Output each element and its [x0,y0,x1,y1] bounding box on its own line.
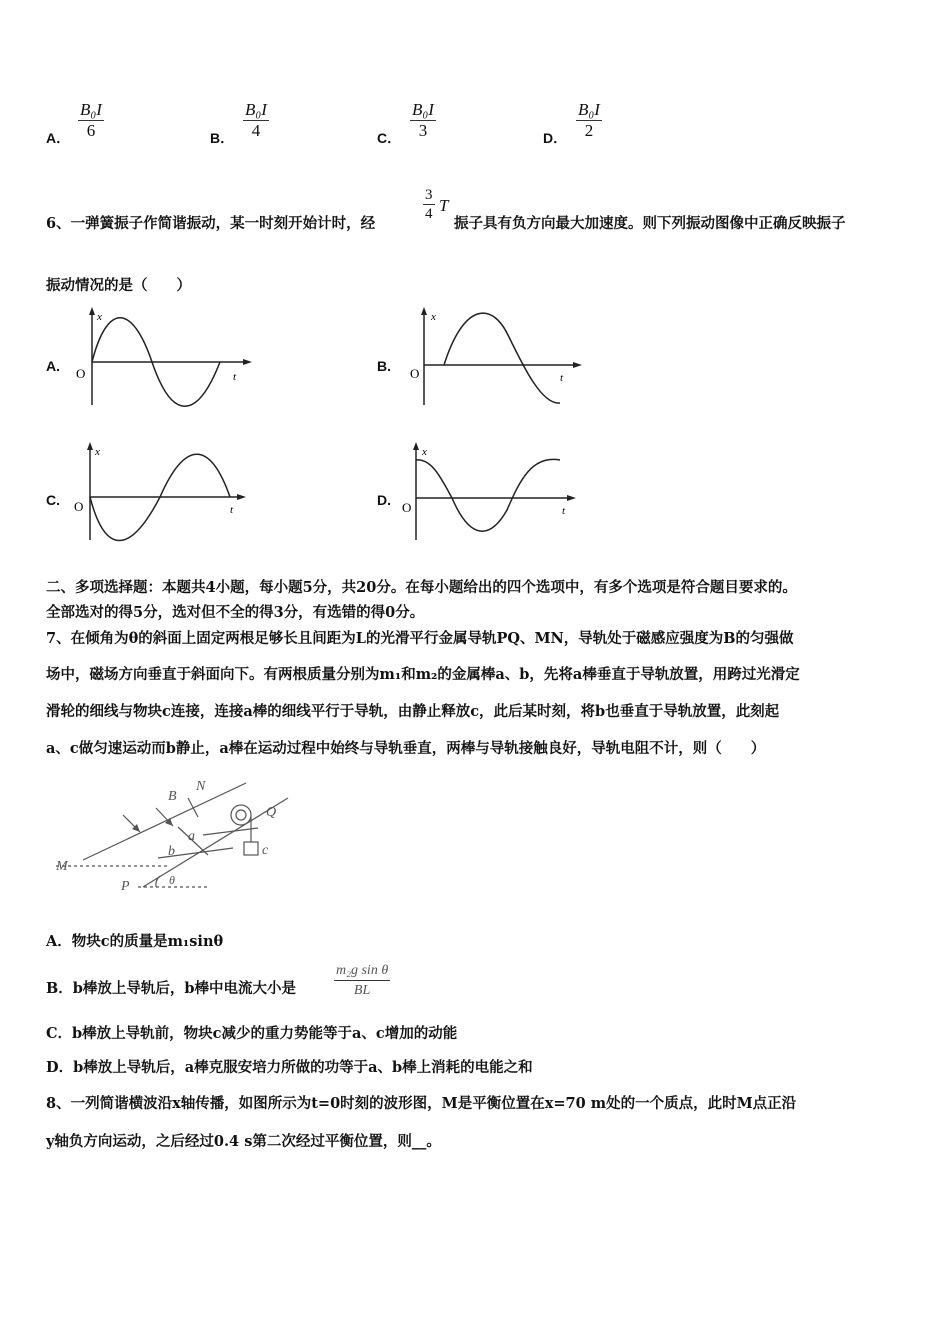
q6-stem-fraction [423,186,435,223]
rail-mn [83,783,246,860]
q7-option-b-fraction [334,961,390,1000]
graph-b-x-arrow [573,362,582,368]
q5-option-d-numerator: B₀I [578,100,600,119]
graph-b-x-label: x [431,311,436,323]
q7-line3: 滑轮的细线与物块c连接，连接a棒的细线平行于导轨，由静止释放c，此后某时刻，将b也垂直于导轨放置，此刻起 [46,703,780,720]
q5-option-c-numerator: B₀I [412,100,434,119]
label-b-field: B [168,789,177,804]
q7-option-a: A．物块c的质量是m₁sinθ [46,933,224,950]
q5-option-a-fraction [78,100,104,141]
q6-graph-a [70,305,260,410]
q6-stem-part1: 6、一弹簧振子作简谐振动，某一时刻开始计时，经 [46,215,376,232]
graph-d-x-arrow [567,495,576,501]
q6-stem-part2: 振子具有负方向最大加速度。则下列振动图像中正确反映振子 [454,215,846,232]
q5-option-b-label: B． [210,130,235,146]
q6-fraction-variable: T [439,196,449,215]
label-m: M [56,859,68,874]
q5-option-c-fraction [410,100,436,141]
graph-c-x-arrow [237,494,246,500]
q6-graph-c-label: C. [46,492,60,508]
q5-option-d-label: D． [543,130,568,146]
graph-b-y-arrow [421,307,427,315]
label-a: a [188,829,195,844]
section2-line1: 二、多项选择题：本题共4小题，每小题5分，共20分。在每小题给出的四个选项中，有多个选项是符合题目要求的。 [46,579,797,596]
q7-option-d: D．b棒放上导轨后，a棒克服安培力所做的功等于a、b棒上消耗的电能之和 [46,1059,533,1076]
graph-d-x-label: x [422,446,427,458]
q7-option-b-numerator: m₂g sin θ [334,961,390,981]
q5-option-c-denominator: 3 [418,121,428,140]
graph-d-curve [416,459,560,531]
q6-fraction-numerator: 3 [425,187,433,203]
graph-c-y-arrow [87,442,93,450]
label-q: Q [266,805,277,820]
graph-d-origin: O [402,500,412,515]
q7-incline-figure [48,770,298,895]
pulley-inner [236,810,246,820]
graph-b-origin: O [410,366,420,381]
q5-option-b-fraction [243,100,269,141]
q7-line1: 7、在倾角为θ的斜面上固定两根足够长且间距为L的光滑平行金属导轨PQ、MN，导轨处于磁感应强度为B的匀强做 [46,630,794,647]
q7-option-c: C．b棒放上导轨前，物块c减少的重力势能等于a、c增加的动能 [46,1025,458,1042]
graph-c-t-label: t [230,504,234,516]
q7-option-b-text: B．b棒放上导轨后，b棒中电流大小是 [46,980,297,997]
q5-option-c-label: C． [377,130,402,146]
q5-option-d-denominator: 2 [584,121,594,140]
label-theta: θ [169,873,175,887]
q6-graph-c [70,440,260,545]
section2-line2: 全部选对的得5分，选对但不全的得3分，有选错的得0分。 [46,604,425,621]
label-n: N [196,779,206,794]
pulley-outer [231,805,251,825]
q6-graph-b [402,305,592,410]
graph-d-t-label: t [562,505,566,517]
q5-option-b-numerator: B₀I [245,100,267,119]
q6-fraction-denominator: 4 [425,206,433,222]
q6-graph-d-label: D. [377,492,391,508]
q6-stem-line2: 振动情况的是（ ） [46,277,191,294]
b-field-arrow-3 [188,798,198,817]
graph-c-origin: O [74,499,84,514]
label-b: b [168,844,175,859]
label-p: P [121,879,130,894]
q6-graph-b-label: B. [377,358,391,374]
graph-b-t-label: t [560,372,564,384]
q7-line4: a、c做匀速运动而b静止，a棒在运动过程中始终与导轨垂直，两棒与导轨接触良好，导轨电阻不计，则（ ） [46,740,766,757]
graph-c-x-label: x [95,446,100,458]
q5-option-a-numerator: B₀I [80,100,102,119]
label-c: c [262,843,269,858]
graph-b-curve [444,313,560,403]
q5-option-b-denominator: 4 [251,121,261,140]
q7-option-b-denominator: BL [353,983,371,998]
q8-line1: 8、一列简谐横波沿x轴传播，如图所示为t=0时刻的波形图，M是平衡位置在x=70 m处的一个质点，此时M点正沿 [46,1095,797,1112]
q8-line2: y轴负方向运动，之后经过0.4 s第二次经过平衡位置，则__。 [46,1133,441,1150]
q5-option-a-denominator: 6 [86,121,96,140]
graph-d-y-arrow [413,442,419,450]
q5-option-d-fraction [576,100,602,141]
q6-graph-d [402,440,592,545]
graph-a-t-label: t [233,371,237,383]
q6-graph-a-label: A. [46,358,60,374]
q7-line2: 场中，磁场方向垂直于斜面向下。有两根质量分别为m₁和m₂的金属棒a、b，先将a棒垂直于导轨放置，用跨过光滑定 [46,666,800,683]
graph-a-origin: O [76,366,86,381]
q5-option-a-label: A． [46,130,71,146]
graph-a-x-label: x [97,311,102,323]
graph-a-x-arrow [243,359,252,365]
block-c [244,842,258,855]
graph-a-y-arrow [89,307,95,315]
